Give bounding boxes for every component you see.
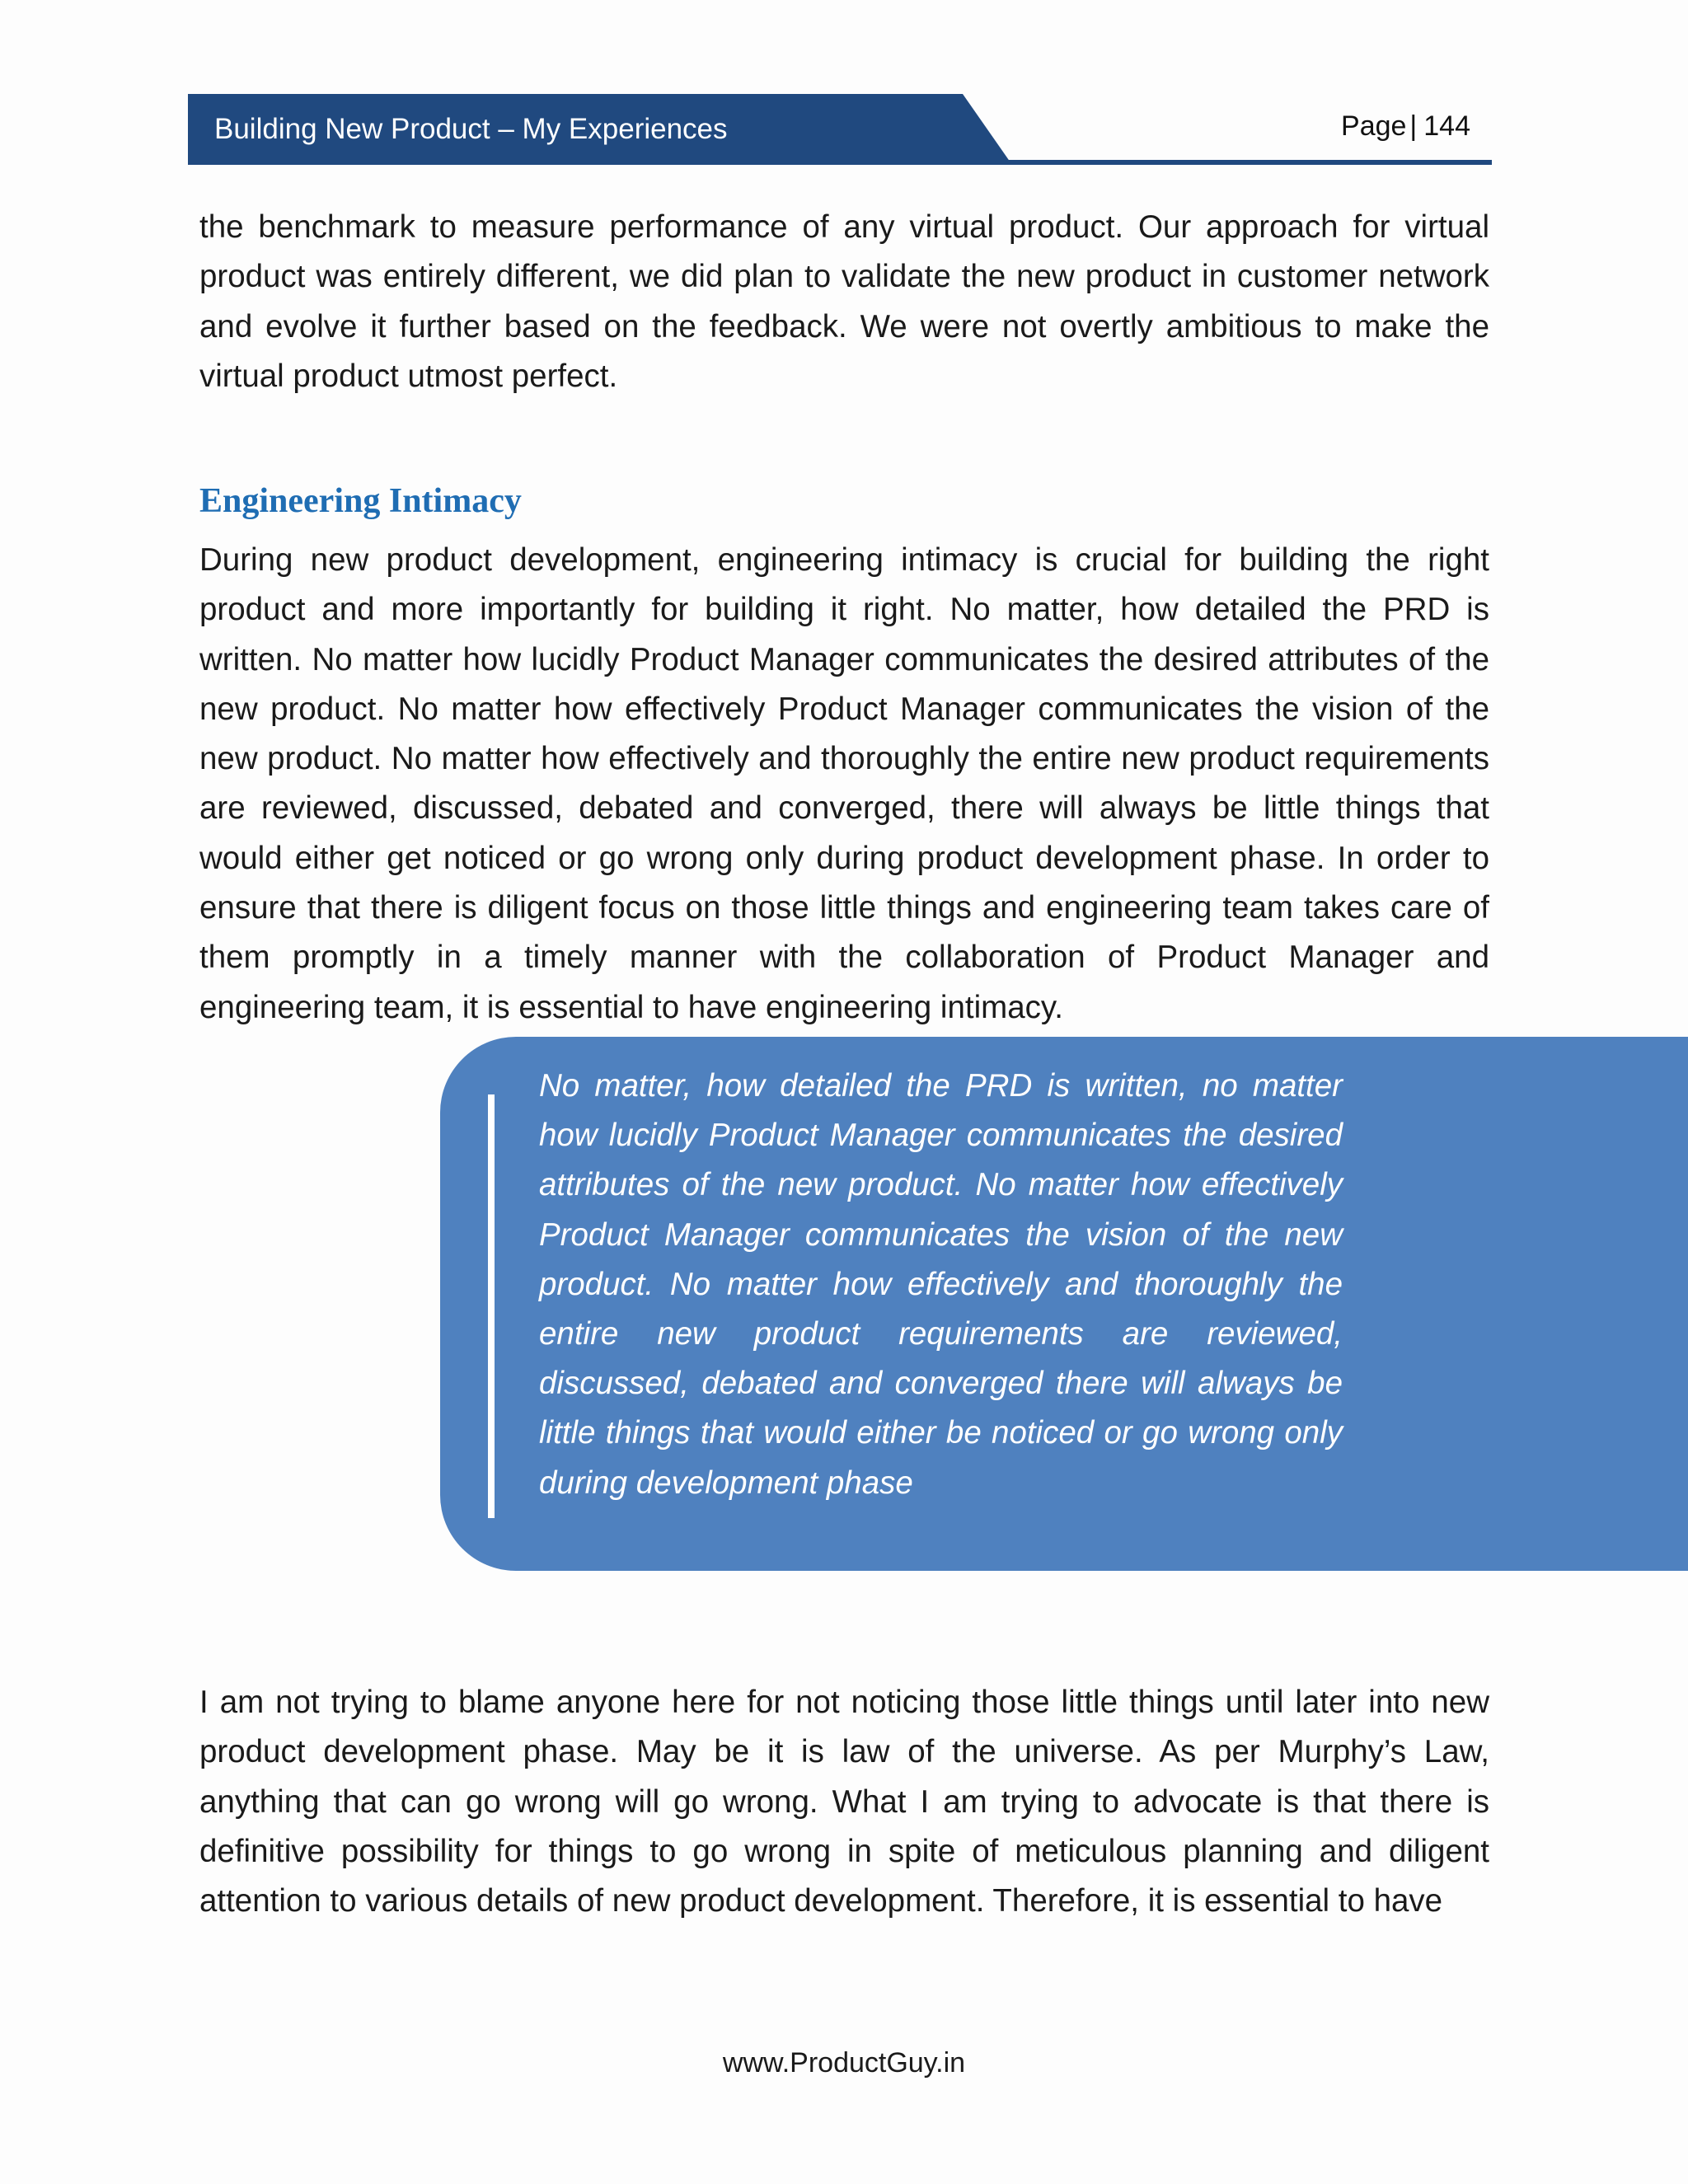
footer-website: www.ProductGuy.in	[722, 2047, 966, 2079]
section-heading: Engineering Intimacy	[199, 482, 522, 520]
closing-paragraph: I am not trying to blame anyone here for not noticing those little things until later into new product development phase. May be it is law of the universe. As per Murphy’s Law, anything that can go wrong will go wrong. What I am trying to advocate is that there is definitive possibility for things to go wrong in spite of meticulous planning and diligent attention to various details of new product development. Therefore, it is essential to have	[199, 1685, 1489, 1919]
page-header	[188, 94, 1492, 166]
book-title: Building New Product – My Experiences	[214, 113, 728, 145]
page-label: Page	[1341, 110, 1407, 142]
page-number	[1341, 109, 1470, 143]
intro-paragraph: the benchmark to measure performance of any virtual product. Our approach for virtual product was entirely different, we did plan to validate the new product in customer network and evolve it further based on the feedback. We were not overtly ambitious to make the virtual product utmost perfect.	[199, 209, 1489, 394]
page-number-value: 144	[1423, 110, 1470, 142]
page-separator: |	[1409, 110, 1418, 142]
header-rule	[996, 160, 1492, 165]
pull-quote-box	[440, 1037, 1688, 1571]
pull-quote-text: No matter, how detailed the PRD is written, no matter how lucidly Product Manager communicates the desired attributes of the new product. No matter how effectively Product Manager communicates the vision of the new product. No matter how effectively and thoroughly the entire new product requirements are reviewed, discussed, debated and converged there will always be little things that would either be noticed or go wrong only during development phase	[539, 1068, 1343, 1501]
quote-bar	[488, 1094, 495, 1518]
section-paragraph: During new product development, engineering intimacy is crucial for building the right product and more importantly for building it right. No matter, how detailed the PRD is written. No matter how lucidly Product Manager communicates the desired attributes of the new product. No matter how effectively Product Manager communicates the vision of the new product. No matter how effectively and thoroughly the entire new product requirements are reviewed, discussed, debated and converged, there will always be little things that would either get noticed or go wrong only during product development phase. In order to ensure that there is diligent focus on those little things and engineering team takes care of them promptly in a timely manner with the collaboration of Product Manager and engineering team, it is essential to have engineering intimacy.	[199, 542, 1489, 1025]
